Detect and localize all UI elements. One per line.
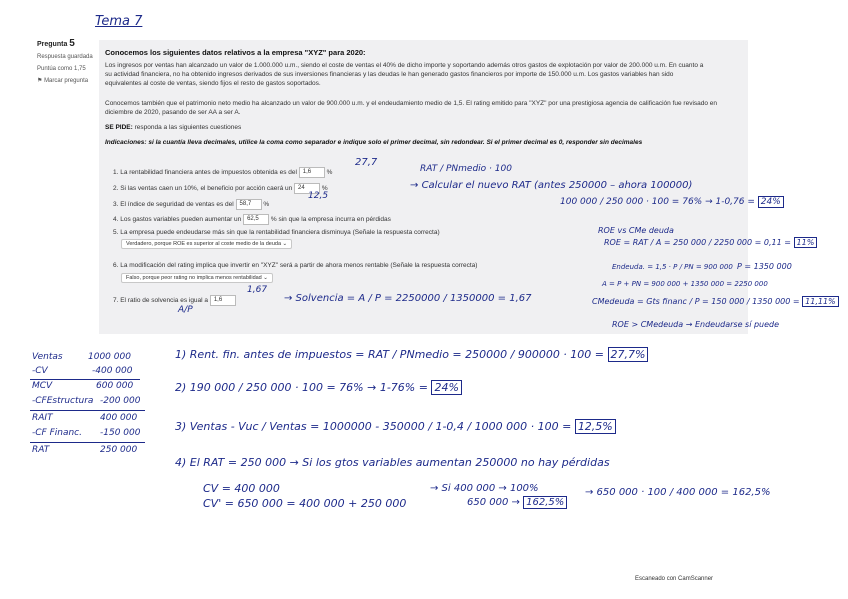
note-q3-top: 12,5 <box>308 191 329 201</box>
ledger-rule <box>30 410 145 411</box>
note-q5c: Endeuda. = 1,5 · P / PN = 900 000 <box>612 263 733 271</box>
answer-3-input[interactable]: 58,7 <box>236 199 262 210</box>
solution-4d: 650 000 → 162,5% <box>467 497 567 508</box>
solution-3: 3) Ventas - Vuc / Ventas = 1000000 - 350000 / 1-0,4 / 1000 000 · 100 = 12,5% <box>175 420 616 433</box>
note-q2: → Calcular el nuevo RAT (antes 250000 – ahora 100000) <box>410 180 693 191</box>
question-4: 4. Los gastos variables pueden aumentar un 62,5 % sin que la empresa incurra en pérdidas <box>113 216 391 224</box>
ledger-label: RAIT <box>32 413 53 423</box>
solution-4c: → Si 400 000 → 100% <box>430 483 539 494</box>
question-paragraph-2: Conocemos también que el patrimonio neto medio ha alcanzado un valor de 900.000 u.m. y el endeudamiento medio de 1,5. El rating emitido para "XYZ" por una prestigiosa agencia de calificación fue revisado en diciembre de 2020, pasando de ser AA a ser A. <box>105 100 718 116</box>
question-paragraph-1: Los ingresos por ventas han alcanzado un valor de 1.000.000 u.m., siendo el coste de ventas el 40% de dicho importe y soportando además otros gastos de explotación por valor de 200.000 u.m. En cuanto a su actividad financiera, no ha obtenido ingresos derivados de sus inversiones financieras y las deudas le han generado gastos financieros por importe de 150.000 u.m. Los gastos variables han sido equivalentes al coste de ventas, siendo fijos el resto de gastos soportados. <box>105 62 704 87</box>
answer-2-input[interactable]: 24 <box>294 183 320 194</box>
question-7: 7. El ratio de solvencia es igual a 1,6 <box>113 295 236 306</box>
solution-2: 2) 190 000 / 250 000 · 100 = 76% → 1-76% = 24% <box>175 381 462 394</box>
ledger-value: 400 000 <box>100 413 138 423</box>
question-score: Puntúa como 1,75 <box>37 66 86 72</box>
solution-4a: CV = 400 000 <box>203 482 280 495</box>
ledger-label: RAT <box>32 445 50 455</box>
ledger-label: -CF Financ. <box>32 428 82 438</box>
note-q7b: A/P <box>178 305 193 315</box>
flag-icon: ⚑ <box>37 78 43 84</box>
ledger-value: -150 000 <box>100 428 141 438</box>
question-number: Pregunta 5 <box>37 38 75 49</box>
ledger-label: MCV <box>32 381 53 391</box>
ledger-label: -CV <box>32 366 48 376</box>
handwritten-header: Tema 7 <box>95 14 143 29</box>
question-status: Respuesta guardada <box>37 54 93 60</box>
answer-4-input[interactable]: 62,5 <box>243 214 269 225</box>
ledger-value: -400 000 <box>92 366 133 376</box>
answer-5-select[interactable]: Verdadero, porque ROE es superior al coste medio de la deuda ⌄ <box>121 239 292 249</box>
answer-7-input[interactable]: 1,6 <box>210 295 236 306</box>
note-q1: RAT / PNmedio · 100 <box>420 164 512 174</box>
ledger-value: 250 000 <box>100 445 138 455</box>
note-q7c: → Solvencia = A / P = 2250000 / 1350000 = 1,67 <box>284 293 532 304</box>
note-q5d: P = 1350 000 <box>737 262 792 271</box>
question-1: 1. La rentabilidad financiera antes de impuestos obtenida es del 1,6 % <box>113 169 333 177</box>
ledger-value: -200 000 <box>100 396 141 406</box>
question-5: 5. La empresa puede endeudarse más sin que la rentabilidad financiera disminuya (Señale la respuesta correcta) <box>113 229 440 236</box>
instructions: Indicaciones: si la cuantía lleva decimales, utilice la coma como separador e indique solo el primer decimal, sin redondear. Si el primer decimal es 0, responder sin decimales <box>105 139 643 146</box>
ledger-rule <box>30 442 145 443</box>
scanner-watermark: Escaneado con CamScanner <box>635 576 714 582</box>
question-2: 2. Si las ventas caen un 10%, el beneficio por acción caerá un 24 % <box>113 185 328 193</box>
solution-1: 1) Rent. fin. antes de impuestos = RAT / PNmedio = 250000 / 900000 · 100 = 27,7% <box>175 348 648 361</box>
answer-6-select[interactable]: Falso, porque peor rating no implica menos rentabilidad ⌄ <box>121 273 273 283</box>
question-3: 3. El índice de seguridad de ventas es del 58,7 % <box>113 201 270 209</box>
note-q5g: ROE > CMedeuda → Endeudarse sí puede <box>612 320 780 329</box>
note-q5b: ROE = RAT / A = 250 000 / 2250 000 = 0,11 = 11% <box>604 238 817 247</box>
note-q5a: ROE vs CMe deuda <box>598 226 674 235</box>
answer-1-input[interactable]: 1,6 <box>299 167 325 178</box>
ledger-value: 1000 000 <box>88 352 131 362</box>
note-q5f: CMedeuda = Gts financ / P = 150 000 / 1350 000 = 11,11% <box>592 297 839 306</box>
note-q7a: 1,67 <box>247 285 268 295</box>
solution-4b: CV' = 650 000 = 400 000 + 250 000 <box>203 497 407 510</box>
ledger-label: Ventas <box>32 352 63 362</box>
note-q5e: A = P + PN = 900 000 + 1350 000 = 2250 000 <box>602 280 768 288</box>
note-q1-top: 27,7 <box>355 157 378 168</box>
note-q2b: 100 000 / 250 000 · 100 = 76% → 1-0,76 = 24% <box>560 197 784 207</box>
chevron-down-icon: ⌄ <box>282 241 288 247</box>
se-pide: SE PIDE: responda a las siguientes cuestiones <box>105 124 242 131</box>
flag-question-link[interactable]: ⚑ Marcar pregunta <box>37 78 89 84</box>
question-6: 6. La modificación del rating implica que invertir en "XYZ" será a partir de ahora menos rentable (Señale la respuesta correcta) <box>113 262 478 269</box>
solution-4e: → 650 000 · 100 / 400 000 = 162,5% <box>585 487 771 498</box>
solution-4: 4) El RAT = 250 000 → Si los gtos variables aumentan 250000 no hay pérdidas <box>175 456 610 469</box>
ledger-label: -CFEstructura <box>32 396 94 406</box>
question-title: Conocemos los siguientes datos relativos a la empresa "XYZ" para 2020: <box>105 48 366 57</box>
ledger-value: 600 000 <box>96 381 134 391</box>
ledger-rule <box>30 379 140 380</box>
chevron-down-icon: ⌄ <box>263 275 268 281</box>
question-info-sidebar <box>37 40 95 89</box>
